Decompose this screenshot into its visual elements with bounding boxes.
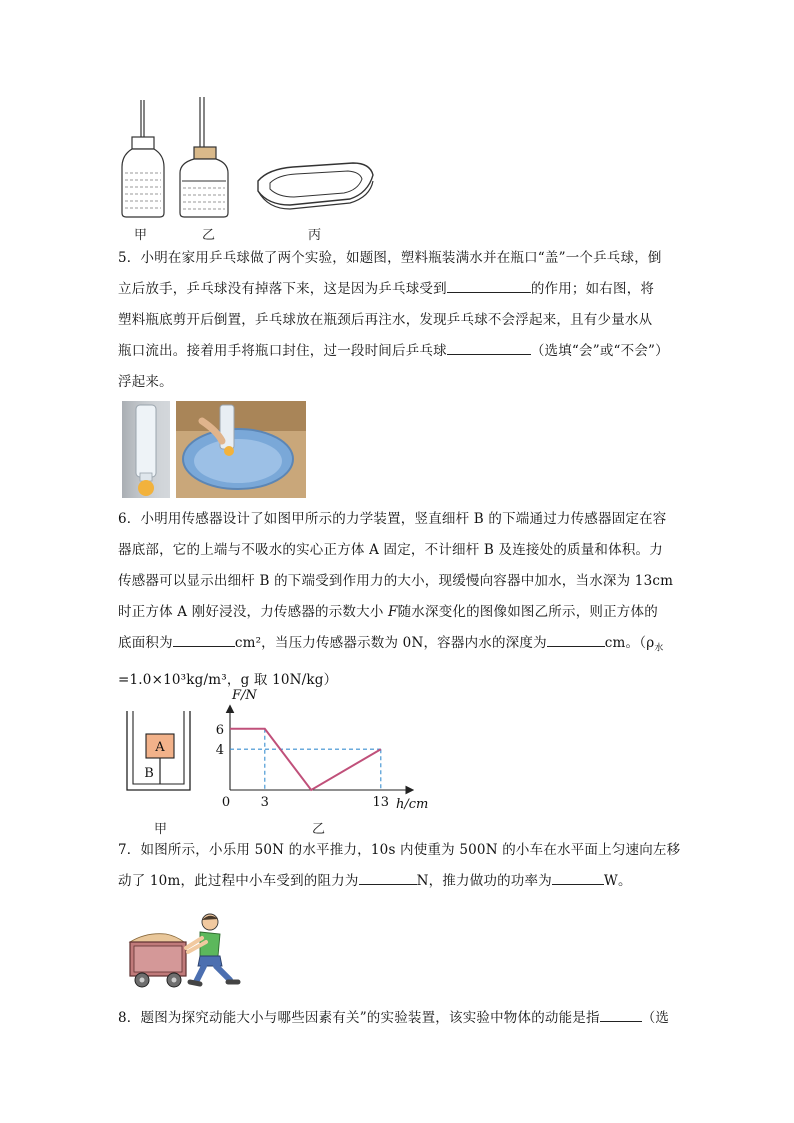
q6-answer-blank-1[interactable]: [173, 632, 235, 647]
q8-answer-blank-1[interactable]: [600, 1007, 642, 1022]
cart: [130, 934, 186, 987]
y-tick-0: 6: [215, 722, 224, 738]
q6-line-5-b: cm²，当压力传感器示数为 0N，容器内水的深度为: [234, 635, 547, 651]
q6-line-4-b: 随水深变化的图像如图乙所示，则正方体的: [397, 604, 658, 620]
q6-answer-blank-2[interactable]: [547, 632, 605, 647]
q5-photos: [122, 401, 306, 498]
y-tick-labels: [216, 723, 224, 758]
q6-line-5-c: cm。（ρ: [604, 635, 655, 651]
q8-line-1-a: 8．题图为探究动能大小与哪些因素有关”的实验装置，该实验中物体的动能是指: [118, 1010, 600, 1026]
boy: [186, 914, 238, 984]
q6-line-6: =1.0×10³kg/m³，g 取 10N/kg）: [118, 671, 338, 688]
q7-line-1: 7．如图所示，小乐用 50N 的水平推力，10s 内使重为 500N 的小车在水平面上匀速向左移: [118, 842, 681, 858]
q6-line-1: 6．小明用传感器设计了如图甲所示的力学装置，竖直细杆 B 的下端通过力传感器固定在容: [118, 511, 667, 527]
bottle-jia: [122, 100, 164, 217]
q5-line-4-a: 瓶口流出。接着用手将瓶口封住，过一段时间后乒乓球: [118, 343, 447, 359]
bottle-yi: [180, 97, 228, 217]
q5-line-4-b: （选填“会”或“不会”）: [530, 343, 669, 359]
question-7: [118, 835, 681, 897]
caption-yi-top: 乙: [202, 228, 216, 243]
x-tick-2: 13: [372, 795, 390, 810]
y-axis-label: F/N: [232, 688, 257, 703]
q7-line-2-b: N，推力做功的功率为: [416, 873, 552, 889]
caption-jia-q6: 甲: [154, 822, 168, 837]
q5-line-2-a: 立后放手，乒乓球没有掉落下来，这是因为乒乓球受到: [118, 281, 447, 297]
q7-answer-blank-2[interactable]: [552, 870, 604, 885]
q6-line-4-a: 时正方体 A 刚好浸没，力传感器的示数大小: [118, 604, 389, 620]
label-a: A: [155, 740, 165, 755]
q6-figure-jia: [124, 708, 194, 794]
q6-line-5: [118, 628, 678, 665]
q6-rho-subscript: 水: [654, 643, 664, 654]
q7-cart-illustration: [126, 912, 244, 992]
caption-yi-q6: 乙: [312, 822, 326, 837]
q6-line-3: 传感器可以显示出细杆 B 的下端受到作用力的大小，现缓慢向容器中加水，当水深为 13cm: [118, 573, 674, 589]
x-tick-1: 3: [260, 795, 269, 810]
q6-line-5-a: 底面积为: [118, 635, 173, 651]
force-curve: [230, 729, 381, 790]
apparatus-figure: [118, 95, 388, 245]
q6-line-4: [118, 597, 678, 628]
q6-symbol-f: F: [388, 604, 398, 620]
q5-line-2-b: 的作用；如右图，将: [530, 281, 655, 297]
q5-line-3: 塑料瓶底剪开后倒置，乒乓球放在瓶颈后再注水，发现乒乓球不会浮起来，且有少量水从: [118, 312, 653, 328]
x-axis-label: h/cm: [396, 797, 429, 810]
q7-line-2-a: 动了 10m，此过程中小车受到的阻力为: [118, 873, 359, 889]
q6-line-2: 器底部，它的上端与不吸水的实心正方体 A 固定，不计细杆 B 及连接处的质量和体积。力: [118, 542, 663, 558]
q5-line-2: [118, 274, 678, 305]
x-tick-labels: [222, 795, 389, 810]
q7-answer-blank-1[interactable]: [359, 870, 417, 885]
tray-bing: [258, 163, 373, 209]
y-tick-1: 4: [215, 743, 224, 759]
q5-line-5: 浮起来。: [118, 374, 173, 390]
photo-bottle-ball: [122, 401, 170, 498]
q5-answer-blank-2[interactable]: [447, 340, 531, 355]
question-5: [118, 243, 678, 398]
label-b: B: [144, 766, 154, 781]
q8-line-1: [118, 1003, 678, 1034]
q5-line-4: [118, 336, 678, 367]
caption-jia-top: 甲: [134, 228, 148, 243]
photo-basin: [176, 401, 306, 498]
q8-line-1-b: （选: [641, 1010, 670, 1026]
q7-line-2-c: W。: [603, 873, 632, 889]
q5-answer-blank-1[interactable]: [447, 278, 531, 293]
caption-bing-top: 丙: [308, 228, 322, 243]
q5-line-1: 5．小明在家用乒乓球做了两个实验，如题图，塑料瓶装满水并在瓶口“盖”一个乒乓球，倒: [118, 250, 662, 266]
force-depth-chart: [200, 685, 436, 810]
question-6: [118, 504, 678, 696]
x-tick-0: 0: [221, 795, 231, 810]
q7-line-2: [118, 866, 678, 897]
question-8: [118, 1003, 678, 1034]
